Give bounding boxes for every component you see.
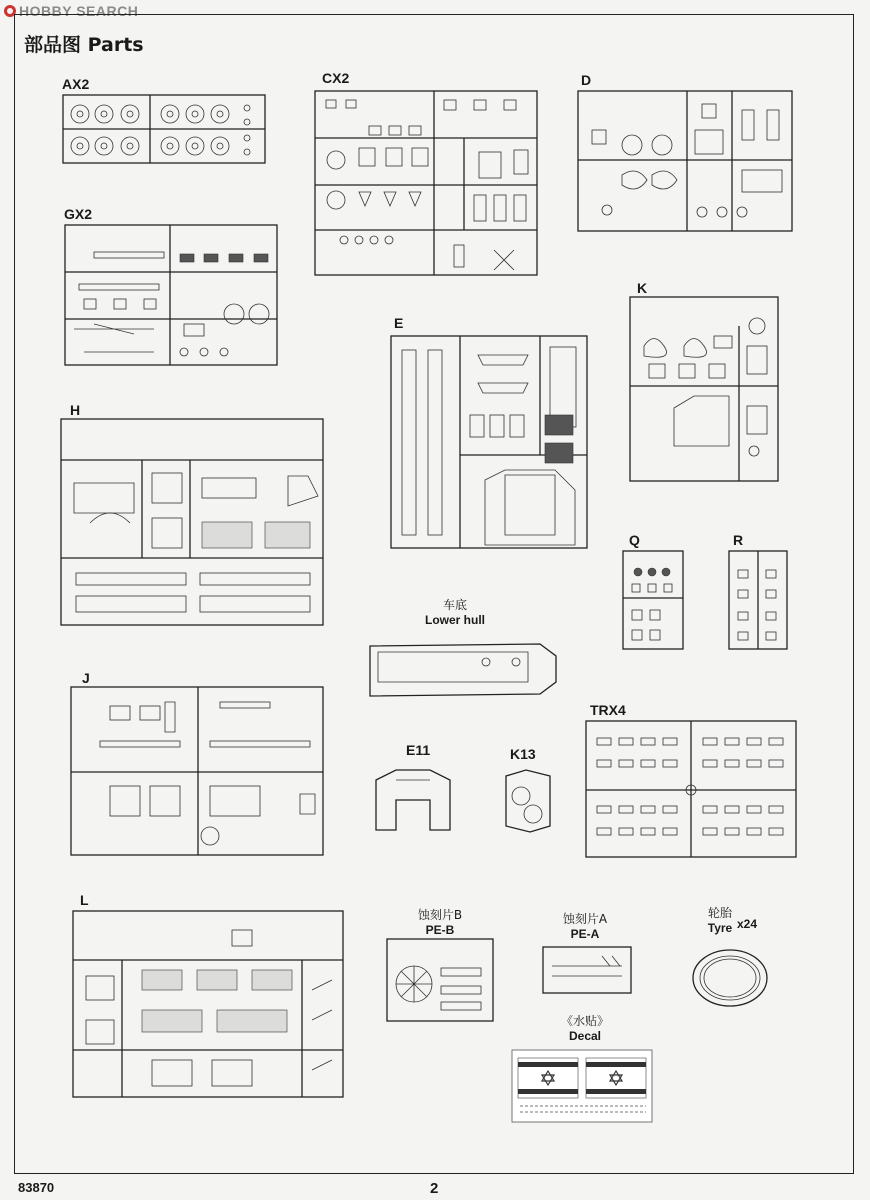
sprue-r-drawing [728, 550, 790, 652]
sprue-label-q: Q [629, 532, 640, 548]
pe-b-caption [405, 908, 475, 938]
lower-hull-drawing [366, 636, 560, 696]
sprue-label-e: E [394, 315, 404, 331]
sprue-label-k13: K13 [510, 746, 536, 762]
sprue-d-drawing [577, 90, 795, 234]
pe-a-drawing [542, 946, 634, 996]
lower-hull-cn: 车底 [442, 598, 467, 612]
e11-drawing [366, 766, 460, 836]
sprue-label-r: R [733, 532, 744, 548]
sprue-label-cx2: CX2 [322, 70, 350, 86]
sprue-label-ax2: AX2 [62, 76, 90, 92]
pe-a-en: PE-A [570, 927, 600, 941]
sprue-label-j: J [82, 670, 90, 686]
sprue-label-e11: E11 [406, 742, 431, 758]
road-wheels-icon [71, 105, 250, 155]
tyre-cn: 轮胎 [707, 906, 732, 920]
sprue-label-gx2: GX2 [64, 206, 93, 222]
sprue-e-drawing [390, 335, 590, 551]
tyre-count: x24 [737, 917, 758, 931]
sprue-label-l: L [80, 892, 89, 908]
sprue-label-h: H [70, 402, 81, 418]
sprue-l-drawing [72, 910, 346, 1100]
sprue-k-drawing [629, 296, 781, 484]
sprue-label-d: D [581, 72, 592, 88]
watermark-text: HOBBY SEARCH [19, 3, 139, 19]
page-title: 部品图 Parts [24, 34, 144, 56]
decal-drawing [512, 1050, 652, 1122]
sprue-trx4-drawing [585, 720, 799, 860]
tyre-drawing [690, 946, 770, 1010]
sprue-ax2-drawing [62, 94, 268, 166]
pe-b-drawing [386, 938, 496, 1024]
decal-en: Decal [568, 1029, 602, 1043]
lower-hull-en: Lower hull [425, 613, 485, 627]
decal-caption [545, 1014, 625, 1044]
decal-cn: 《水贴》 [560, 1014, 609, 1028]
pe-b-cn: 蚀刻片B [417, 908, 463, 922]
pe-a-caption [550, 912, 620, 942]
sprue-j-drawing [70, 686, 326, 858]
lower-hull-caption [420, 598, 490, 628]
pe-a-cn: 蚀刻片A [562, 912, 608, 926]
sprue-h-drawing [60, 418, 326, 628]
sprue-gx2-drawing [64, 224, 280, 368]
sprue-cx2-drawing [314, 90, 540, 278]
footer-product-code: 83870 [18, 1180, 55, 1195]
footer-page-number: 2 [430, 1180, 439, 1197]
sprue-label-trx4: TRX4 [590, 702, 626, 718]
pe-b-en: PE-B [425, 923, 455, 937]
israeli-flag-icon [518, 1058, 578, 1098]
israeli-flag-icon-2 [586, 1058, 646, 1098]
k13-drawing [500, 766, 556, 836]
sprue-label-k: K [637, 280, 648, 296]
sprue-q-drawing [622, 550, 686, 652]
tyre-en: Tyre [707, 921, 733, 935]
